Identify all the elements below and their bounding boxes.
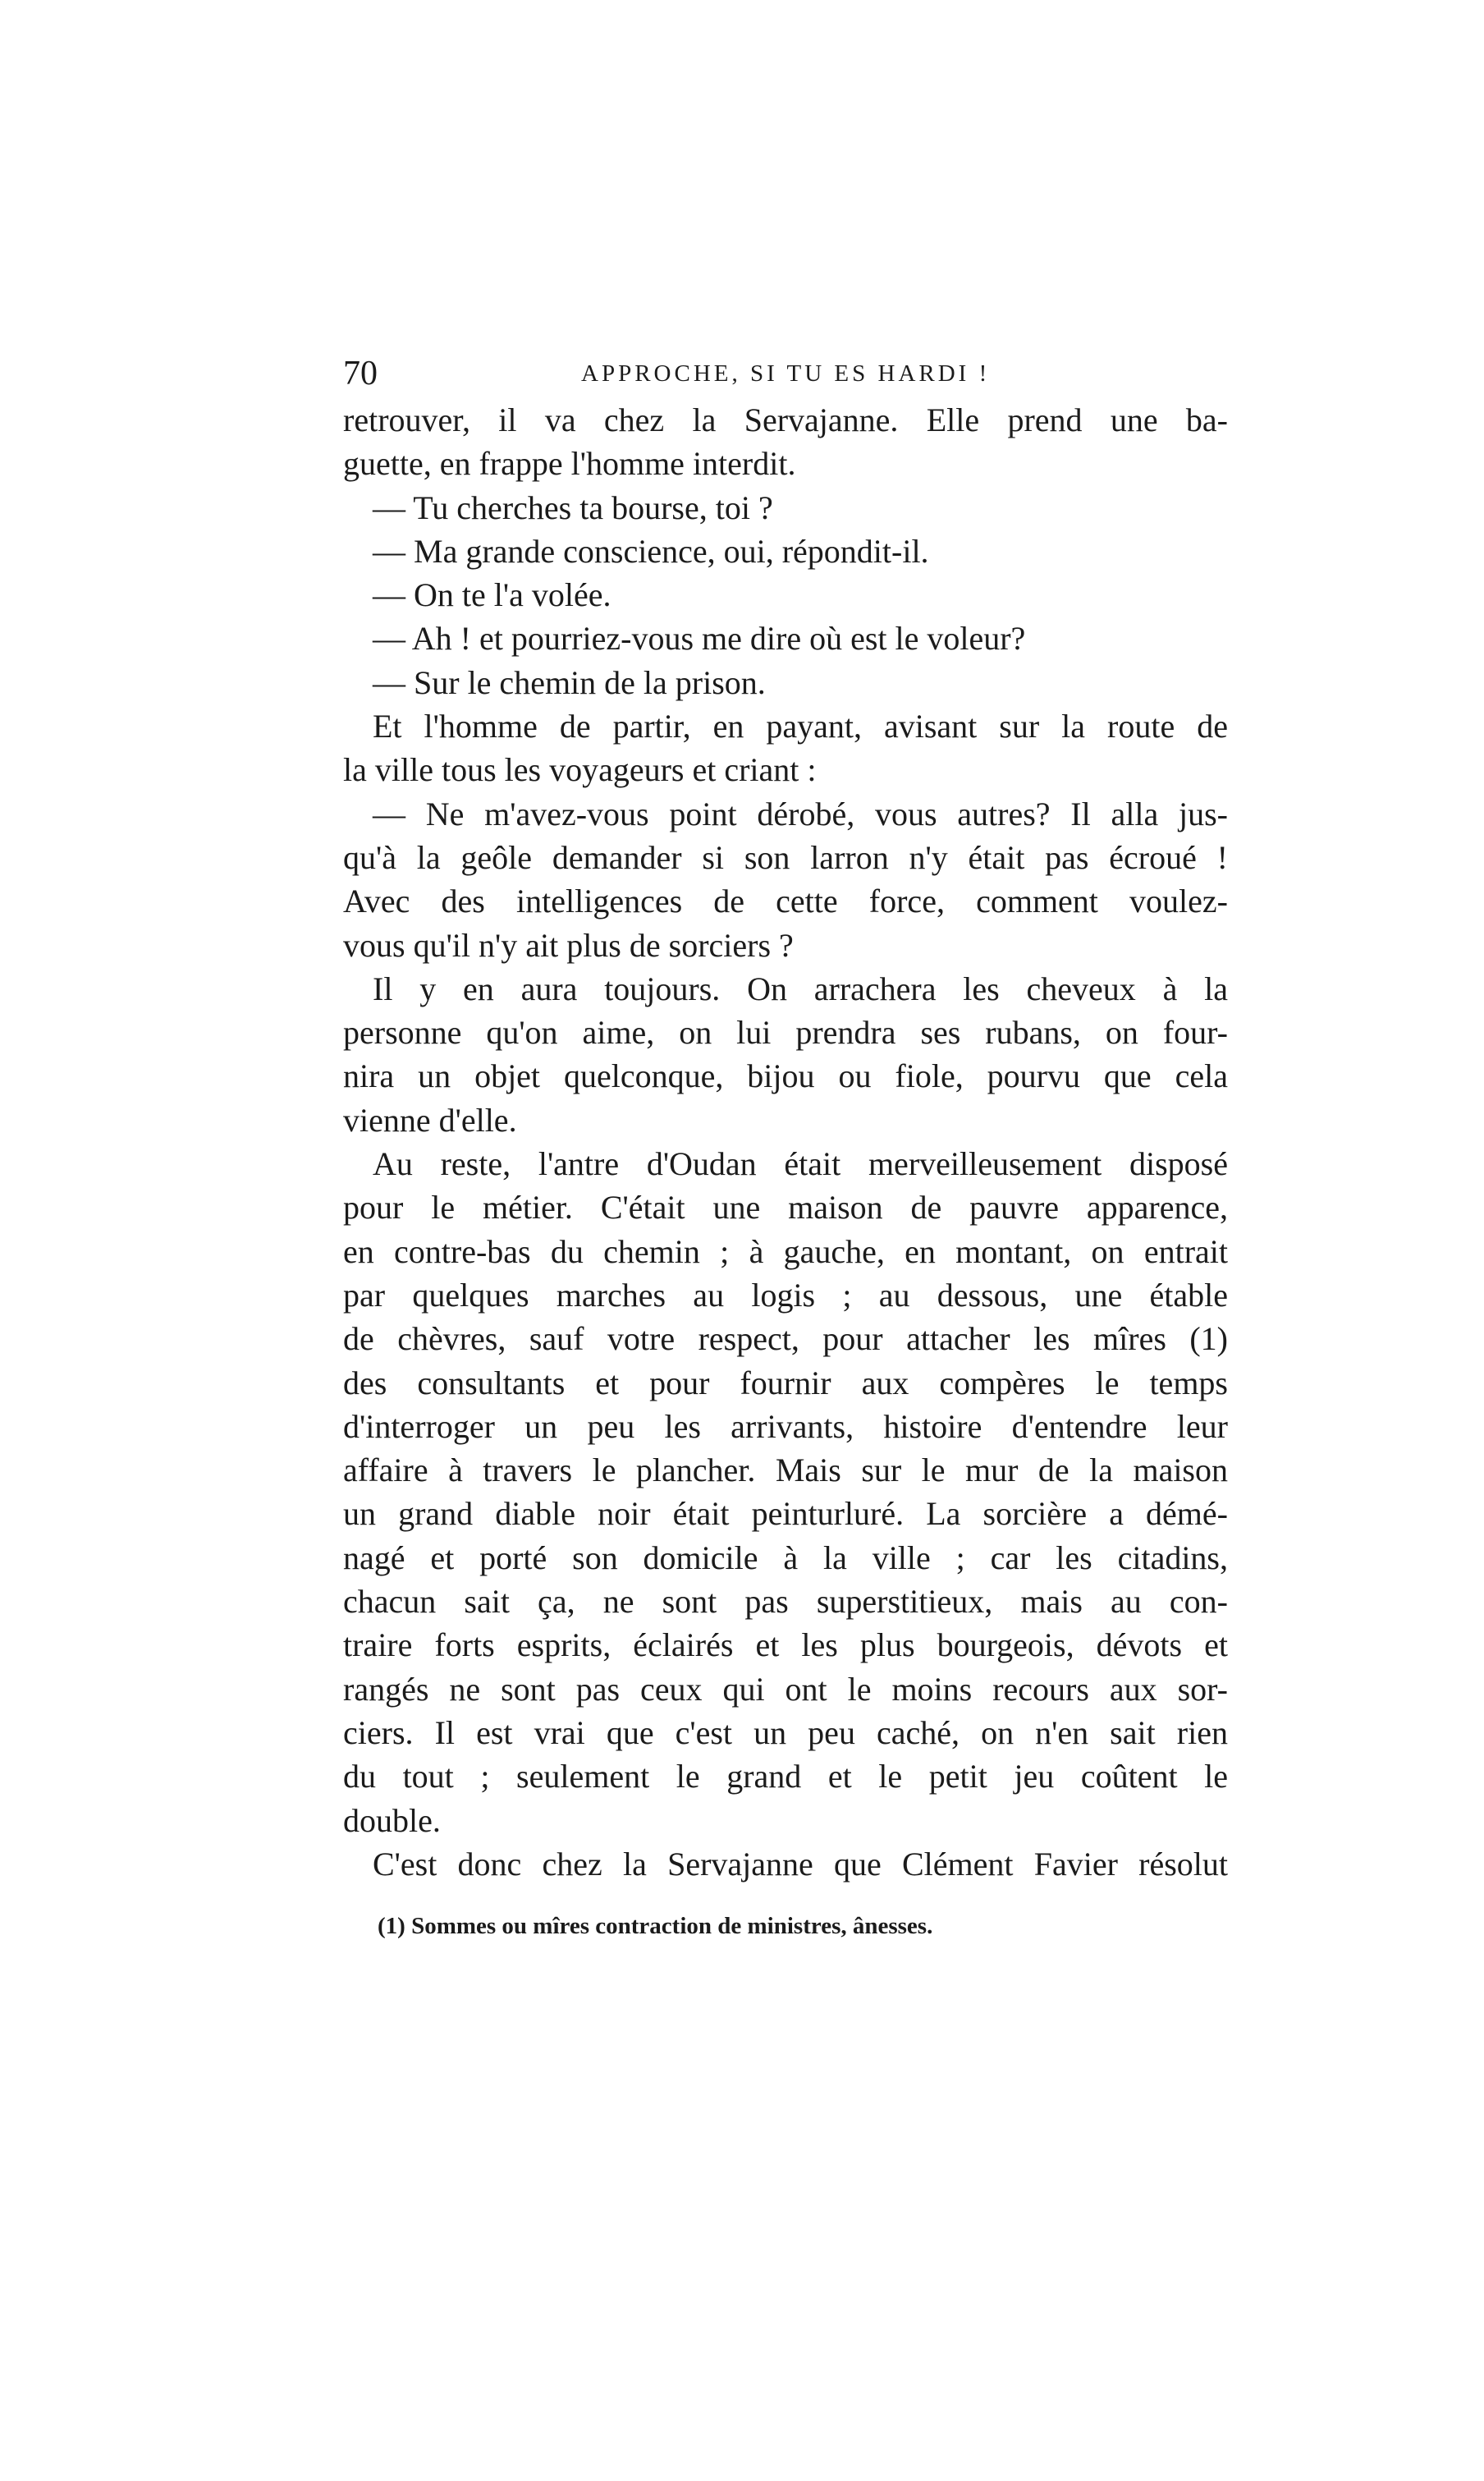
text-line: des consultants et pour fournir aux compères le temps	[343, 1364, 1228, 1401]
text-line: C'est donc chez la Servajanne que Clément Favier résolut	[373, 1845, 1228, 1883]
footnote: (1) Sommes ou mîres contraction de ministres, ânesses.	[378, 1913, 933, 1939]
text-line: personne qu'on aime, on lui prendra ses rubans, on four-	[343, 1014, 1228, 1052]
text-line: du tout ; seulement le grand et le petit jeu coûtent le	[343, 1758, 1228, 1795]
text-line: ciers. Il est vrai que c'est un peu caché, on n'en sait rien	[343, 1713, 1228, 1751]
text-line: d'interroger un peu les arrivants, histoire d'entendre leur	[343, 1407, 1228, 1445]
text-line: Au reste, l'antre d'Oudan était merveilleusement disposé	[373, 1145, 1228, 1183]
text-line: Il y en aura toujours. On arrachera les cheveux à la	[373, 970, 1228, 1007]
dialogue-line: — On te l'a volée.	[373, 576, 611, 614]
dialogue-line: — Tu cherches ta bourse, toi ?	[373, 488, 773, 526]
text-line: retrouver, il va chez la Servajanne. Elle prend une ba-	[343, 401, 1228, 438]
text-line: Avec des intelligences de cette force, comment voulez-	[343, 883, 1228, 920]
dialogue-line: — Ne m'avez-vous point dérobé, vous autres? Il alla jus-	[373, 795, 1228, 832]
dialogue-line: — Sur le chemin de la prison.	[373, 663, 766, 701]
text-line: nira un objet quelconque, bijou ou fiole, pourvu que cela	[343, 1057, 1228, 1095]
text-line: rangés ne sont pas ceux qui ont le moins recours aux sor-	[343, 1670, 1228, 1708]
page-number: 70	[343, 355, 378, 392]
dialogue-line: — Ma grande conscience, oui, répondit-il.	[373, 532, 929, 570]
text-line: par quelques marches au logis ; au dessous, une étable	[343, 1276, 1228, 1314]
text-line: double.	[343, 1801, 441, 1839]
body-text	[343, 398, 1228, 1886]
text-line: chacun sait ça, ne sont pas superstitieux, mais au con-	[343, 1583, 1228, 1621]
text-line: nagé et porté son domicile à la ville ; car les citadins,	[343, 1539, 1228, 1576]
text-line: guette, en frappe l'homme interdit.	[343, 445, 796, 483]
text-line: affaire à travers le plancher. Mais sur le mur de la maison	[343, 1451, 1228, 1489]
running-title: APPROCHE, SI TU ES HARDI !	[581, 360, 991, 387]
text-line: en contre-bas du chemin ; à gauche, en montant, on entrait	[343, 1232, 1228, 1270]
text-line: traire forts esprits, éclairés et les plus bourgeois, dévots et	[343, 1626, 1228, 1664]
dialogue-line: — Ah ! et pourriez-vous me dire où est le voleur?	[373, 620, 1026, 658]
text-line: un grand diable noir était peinturluré. La sorcière a démé-	[343, 1495, 1228, 1533]
text-line: la ville tous les voyageurs et criant :	[343, 751, 817, 789]
text-line: pour le métier. C'était une maison de pauvre apparence,	[343, 1189, 1228, 1227]
text-line: vous qu'il n'y ait plus de sorciers ?	[343, 926, 794, 964]
text-line: vienne d'elle.	[343, 1101, 517, 1139]
text-line: de chèvres, sauf votre respect, pour attacher les mîres (1)	[343, 1320, 1228, 1358]
page-header	[343, 349, 1228, 398]
text-line: qu'à la geôle demander si son larron n'y était pas écroué !	[343, 838, 1228, 876]
text-line: Et l'homme de partir, en payant, avisant sur la route de	[373, 708, 1228, 745]
